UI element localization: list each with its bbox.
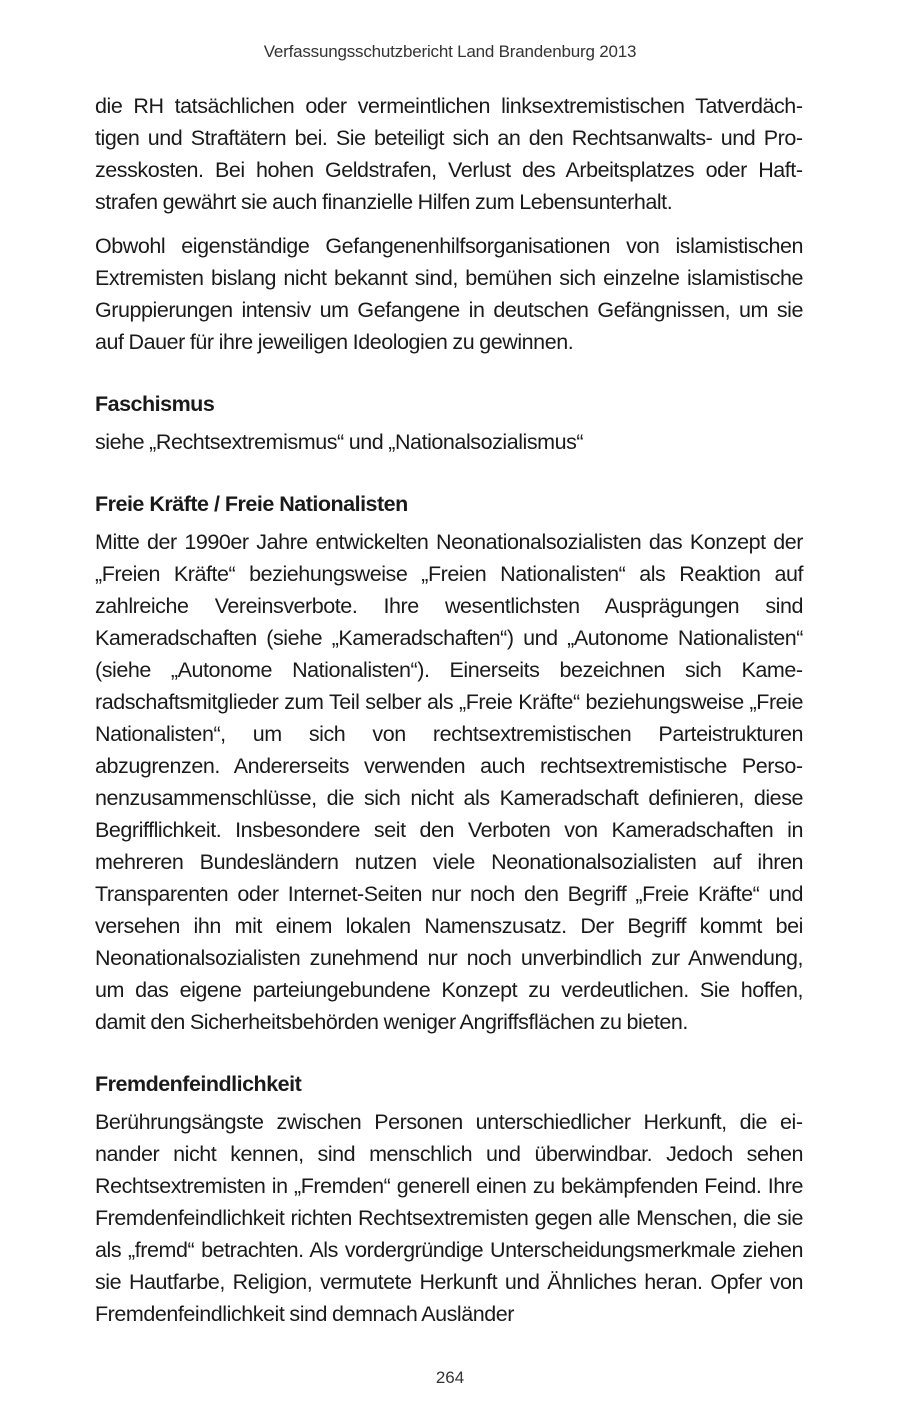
page-number: 264 xyxy=(435,1368,465,1387)
running-header: Verfassungsschutzbericht Land Brandenburg 2013 xyxy=(263,42,637,61)
section-freie-kraefte xyxy=(95,488,803,1038)
section-faschismus xyxy=(95,388,803,458)
page-body xyxy=(95,90,803,1330)
paragraph-intro-2: Obwohl eigenständige Gefangenenhilfsorganisationen von islamistischen Extremisten bislang nicht bekannt sind, bemühen sich einzelne islamistische Gruppierungen intensiv um Gefangene in deutschen Gefängnissen, um sie auf Dauer für ihre jeweiligen Ideologien zu gewinnen. xyxy=(95,234,803,354)
section-paragraph: Berührungsängste zwischen Personen unterschiedlicher Herkunft, die einander nicht kennen, sind menschlich und überwindbar. Jedoch sehen Rechtsextremisten in „Fremden“ generell einen zu bekämpfenden Feind. Ihre Fremdenfeindlichkeit richten Rechtsextremisten gegen alle Menschen, die sie als „fremd“ betrachten. Als vordergründige Unterscheidungsmerkmale ziehen sie Hautfarbe, Religion, vermutete Herkunft und Ähnliches heran. Opfer von Fremdenfeindlichkeit sind demnach Ausländer xyxy=(95,1110,803,1326)
section-fremdenfeindlichkeit xyxy=(95,1068,803,1330)
section-heading: Faschismus xyxy=(95,392,215,416)
section-paragraph: Mitte der 1990er Jahre entwickelten Neonationalsozialisten das Konzept der „Freien Kräfte“ beziehungsweise „Freien Nationalisten“ als Reaktion auf zahlreiche Vereinsverbote. Ihre wesentlichsten Ausprägungen sind Kameradschaften (siehe „Kameradschaften“) und „Autonome Nationalisten“ (siehe „Autonome Nationalisten“). Einerseits bezeichnen sich Kameradschaftsmitglieder zum Teil selber als „Freie Kräfte“ beziehungsweise „Freie Nationalisten“, um sich von rechtsextremistischen Parteistrukturen abzugrenzen. Andererseits verwenden auch rechtsextremistische Personenzusammenschlüsse, die sich nicht als Kameradschaft definieren, diese Begrifflichkeit. Insbesondere seit den Verboten von Kameradschaften in mehreren Bundesländern nutzen viele Neonationalsozialisten auf ihren Transparenten oder Internet-Seiten nur noch den Begriff „Freie Kräfte“ und versehen ihn mit einem lokalen Namenszusatz. Der Begriff kommt bei Neonationalsozialisten zunehmend nur noch unverbindlich zur Anwendung, um das eigene parteiungebundene Konzept zu verdeutlichen. Sie hoffen, damit den Sicherheitsbehörden weniger Angriffsflächen zu bieten. xyxy=(95,530,803,1034)
section-paragraph: siehe „Rechtsextremismus“ und „Nationalsozialismus“ xyxy=(95,430,584,454)
paragraph-intro-1: die RH tatsächlichen oder vermeintlichen linksextremistischen Tatverdächtigen und Straftätern bei. Sie beteiligt sich an den Rechtsanwalts- und Prozesskosten. Bei hohen Geldstrafen, Verlust des Arbeitsplatzes oder Haftstrafen gewährt sie auch finanzielle Hilfen zum Lebensunterhalt. xyxy=(95,94,803,214)
section-heading: Freie Kräfte / Freie Nationalisten xyxy=(95,492,408,516)
section-heading: Fremdenfeindlichkeit xyxy=(95,1072,302,1096)
